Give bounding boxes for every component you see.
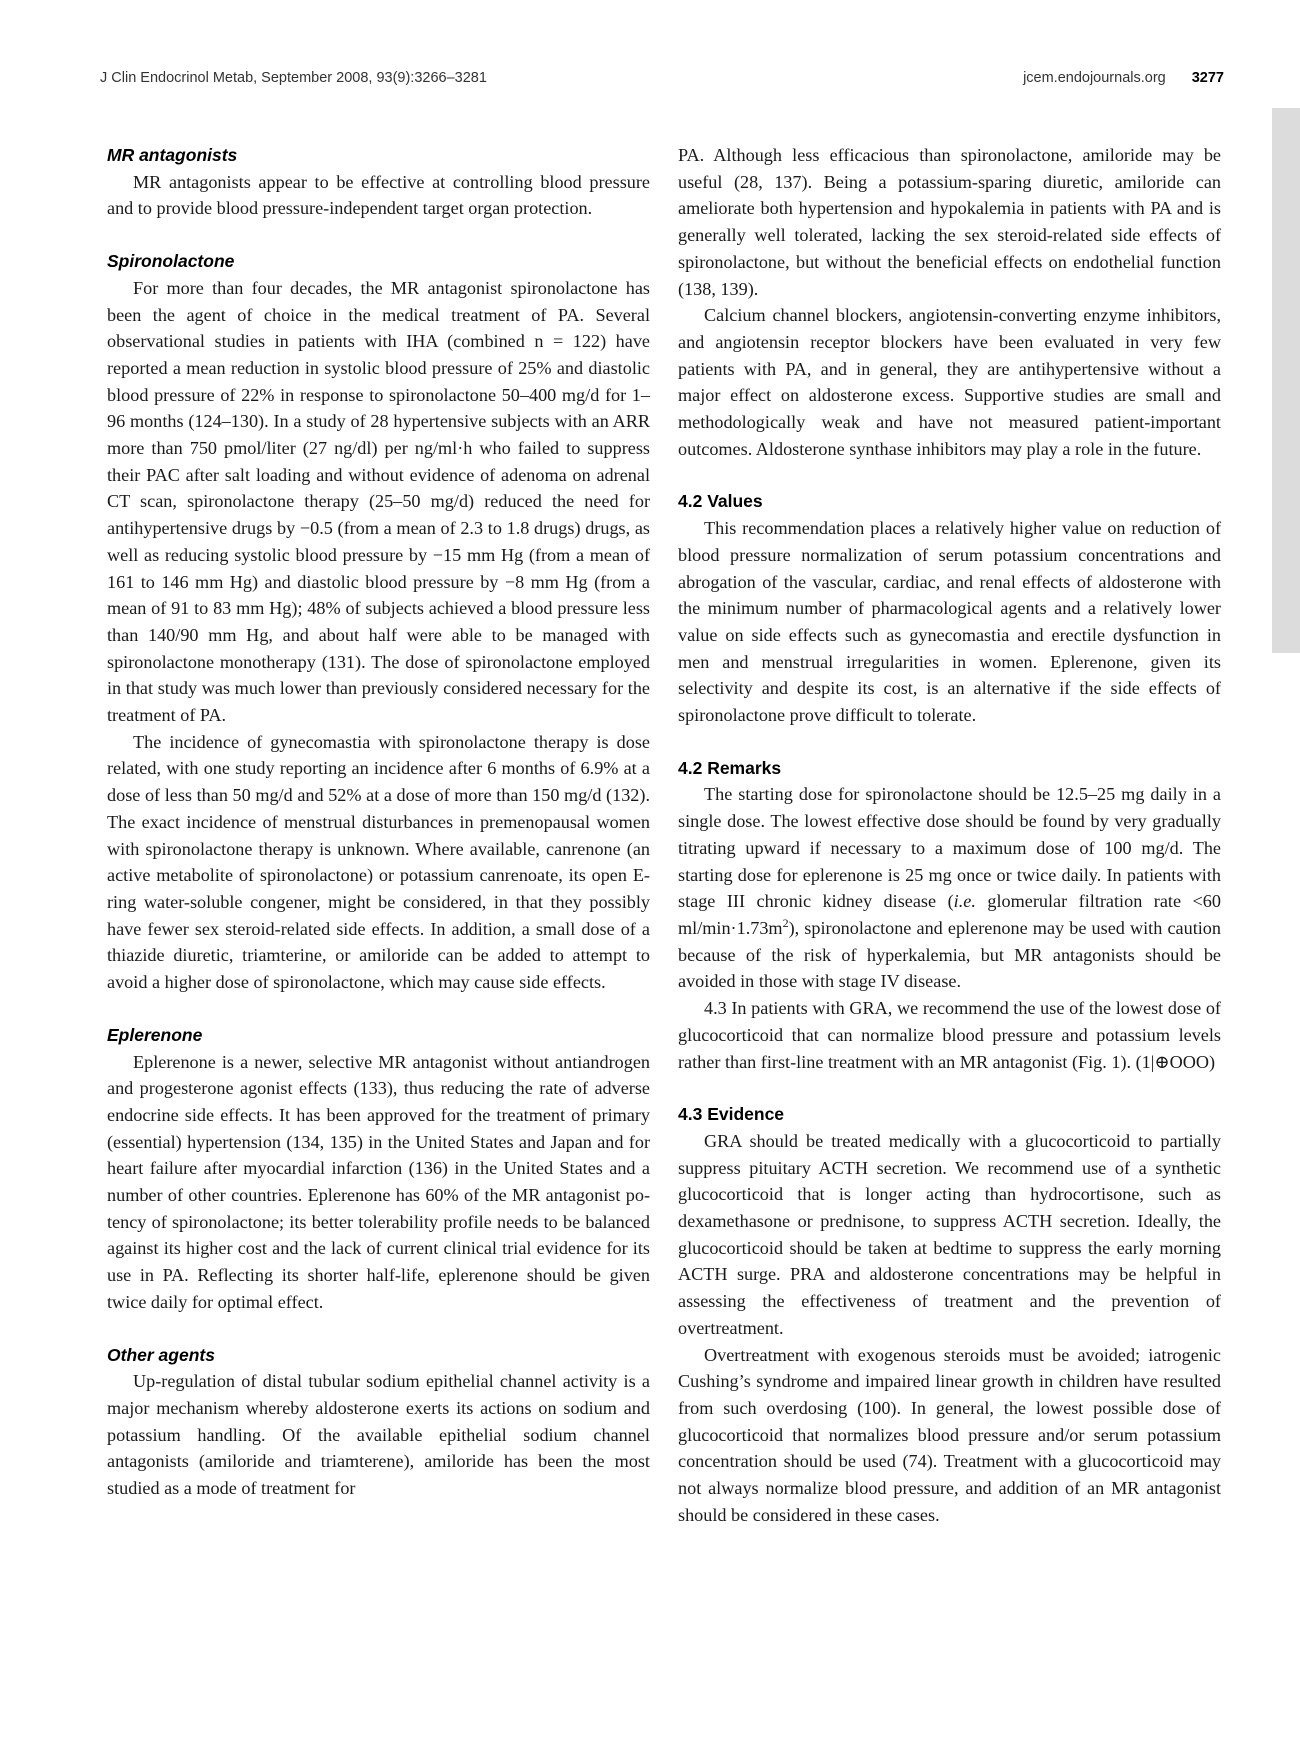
paragraph: The incidence of gynecomastia with spironolactone therapy is dose related, with one study reporting an incidence after 6 months of 6.9% at a dose of less than 50 mg/d and 52% at a dose of more than 150 mg/d (132). The exact incidence of menstrual disturbances in premenopausal women with spironolactone therapy is unknown. Where available, canrenone (an active metabolite of spironolactone) or potassium canrenoate, its open E-ring water-soluble congener, might be considered, in that they possibly have fewer sex steroid-related side effects. In addition, a small dose of a thiazide diuretic, triamterine, or amiloride can be added to attempt to avoid a higher dose of spironolactone, which may cause side effects.	[107, 731, 650, 993]
paragraph: This recommendation places a relatively higher value on reduction of blood pressure normalization of serum potassium concentrations and abrogation of the vascular, cardiac, and renal effects of aldosterone with the minimum number of pharmacological agents and a relatively lower value on side effects such as gynecomastia and erectile dysfunction in men and menstrual irregularities in women. Eplerenone, given its selectivity and despite its cost, is an alternative if the side effects of spironolactone prove difficult to tolerate.	[678, 518, 1221, 726]
heading-mr-antagonists: MR antagonists	[107, 145, 238, 165]
text-run-italic: i.e.	[953, 891, 976, 912]
heading-other-agents: Other agents	[107, 1344, 215, 1365]
heading-values: 4.2 Values	[678, 491, 763, 512]
header-right	[1023, 70, 1224, 86]
paragraph: Eplerenone is a newer, selective MR antagonist without antiandrogen and progesterone agonist effects (133), thus reducing the rate of adverse endocrine side effects. It has been approved for the treatment of primary (essential) hypertension (134, 135) in the United States and Japan and for heart failure after myocardial infarction (136) in the United States and a number of other countries. Eplerenone has 60% of the MR antagonist potency of spironolactone; its better tolerability profile needs to be balanced against its higher cost and the lack of current clinical trial evidence for its use in PA. Reflecting its shorter half-life, eplerenone should be given twice daily for optimal effect.	[107, 1051, 650, 1312]
right-column	[678, 142, 1221, 1528]
paragraph: For more than four decades, the MR antagonist spironolactone has been the agent of choice in the medical treatment of PA. Several observational studies in patients with IHA (combined n = 122) have reported a mean reduction in systolic blood pressure of 25% and diastolic blood pressure of 22% in response to spironolactone 50–400 mg/d for 1–96 months (124–130). In a study of 28 hypertensive subjects with an ARR more than 750 pmol/liter (27 ng/dl) per ng/ml·h who failed to suppress their PAC after salt loading and without evidence of adenoma on adrenal CT scan, spironolactone therapy (25–50 mg/d) reduced the need for antihypertensive drugs by −0.5 (from a mean of 2.3 to 1.8 drugs) drugs, as well as reducing systolic blood pressure by −15 mm Hg (from a mean of 161 to 146 mm Hg) and diastolic blood pressure by −8 mm Hg (from a mean of 91 to 83 mm Hg); 48% of subjects achieved a blood pressure less than 140/90 mm Hg, and about half were able to be managed with spironolactone monotherapy (131). The dose of spironolactone employed in that study was much lower than previously considered necessary for the treatment of PA.	[107, 277, 650, 726]
heading-evidence: 4.3 Evidence	[678, 1104, 785, 1125]
left-column	[107, 142, 650, 1502]
paragraph-recommendation: 4.3 In patients with GRA, we recommend the use of the lowest dose of glucocorticoid that can normalize blood pressure and potassium levels rather than first-line treatment with an MR antagonist (Fig. 1). (1|⊕OOO)	[678, 998, 1221, 1072]
journal-site: jcem.endojournals.org	[1023, 70, 1166, 86]
running-header	[100, 70, 1224, 94]
text-run: The starting dose for spironolactone should be 12.5–25 mg daily in a single dose. The lowest effective dose should be found by very gradually titrating upward if necessary to a maximum dose of 100 mg/d. The starting dose for eplerenone is 25 mg once or twice daily. In patients with stage III chronic kidney disease (	[678, 784, 1221, 912]
paragraph: Overtreatment with exogenous steroids must be avoided; iatrogenic Cushing’s syndrome and impaired linear growth in children have resulted from such overdosing (100). In general, the lowest possible dose of glucocorticoid that normalizes blood pressure and/or serum potassium concentration should be used (74). Treatment with a glucocorticoid may not always normalize blood pressure, and addition of an MR antagonist should be considered in these cases.	[678, 1344, 1221, 1525]
journal-citation: J Clin Endocrinol Metab, September 2008, 93(9):3266–3281	[100, 70, 487, 86]
side-tab-marker	[1272, 108, 1300, 653]
paragraph-continued: PA. Although less efficacious than spironolactone, amiloride may be useful (28, 137). Being a potassium-sparing diuretic, amiloride can ameliorate both hypertension and hypokalemia in patients with PA and is generally well tolerated, lacking the sex steroid-related side effects of spironolactone, but without the beneficial effects on endothelial function (138, 139).	[678, 145, 1221, 299]
paragraph-remarks	[678, 781, 1221, 995]
paragraph: MR antagonists appear to be effective at controlling blood pressure and to provide blood pressure-independent target organ protection.	[107, 171, 650, 219]
superscript: 2	[782, 915, 789, 930]
heading-spironolactone: Spironolactone	[107, 251, 235, 272]
paragraph: Up-regulation of distal tubular sodium epithelial channel activity is a major mechanism whereby aldosterone exerts its actions on sodium and potassium handling. Of the available epithelial sodium channel antagonists (amiloride and triamterene), amiloride has been the most studied as a mode of treatment for	[107, 1371, 650, 1499]
heading-remarks: 4.2 Remarks	[678, 757, 782, 778]
text-run: glomerular filtration rate <60 ml/min·1.73m	[678, 891, 1221, 938]
page-number: 3277	[1191, 70, 1224, 86]
paragraph: GRA should be treated medically with a glucocorticoid to partially suppress pituitary ACTH secretion. We recommend use of a synthetic glucocorticoid that is longer acting than hydrocortisone, such as dexamethasone or prednisone, to suppress ACTH secretion. Ideally, the glucocorticoid should be taken at bedtime to suppress the early morning ACTH surge. PRA and aldosterone concentrations may be helpful in assessing the effectiveness of treatment and the prevention of overtreatment.	[678, 1130, 1221, 1338]
text-run: ), spironolactone and eplerenone may be used with caution because of the risk of hyperkalemia, but MR antagonists should be avoided in those with stage IV disease.	[678, 917, 1221, 992]
heading-eplerenone: Eplerenone	[107, 1024, 203, 1045]
paragraph: Calcium channel blockers, angiotensin-converting enzyme inhibitors, and angiotensin receptor blockers have been evaluated in very few patients with PA, and in general, they are antihypertensive without a major effect on aldosterone excess. Supportive studies are small and methodologically weak and have not measured patient-important outcomes. Aldosterone synthase inhibitors may play a role in the future.	[678, 305, 1221, 459]
